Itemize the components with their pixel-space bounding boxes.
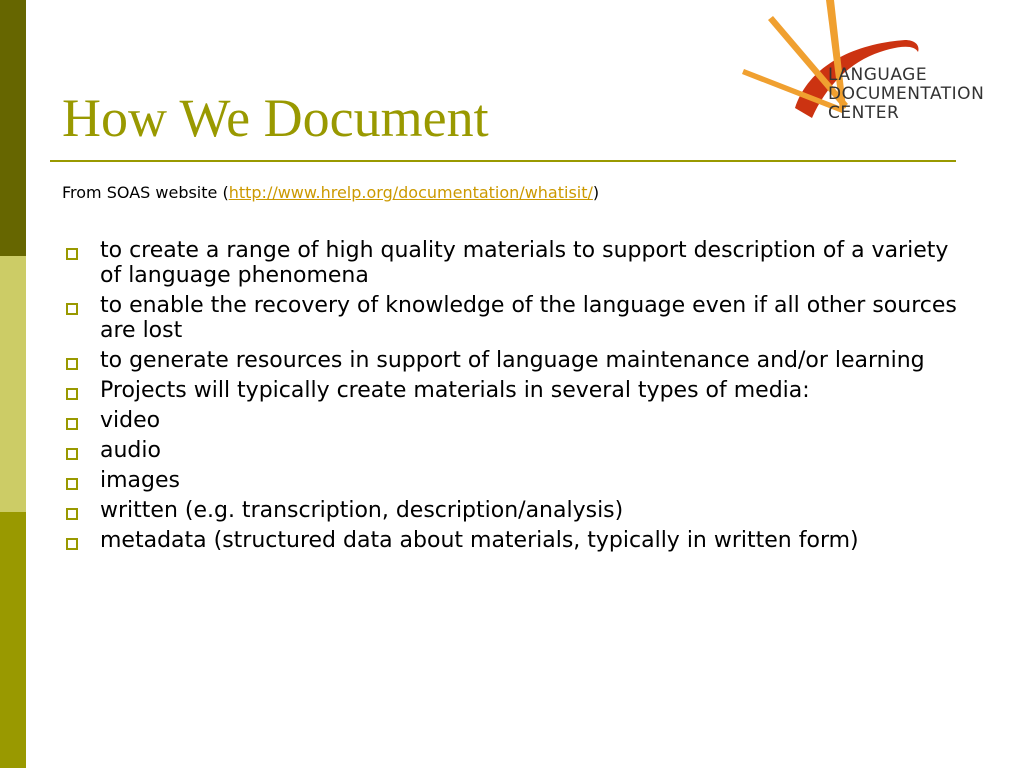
source-prefix: From SOAS website ( [62,183,229,202]
side-bar-middle [0,256,26,512]
source-line [62,182,599,204]
list-item [60,468,960,493]
list-item-text: video [100,408,161,433]
square-bullet-icon [66,303,78,315]
list-item [60,438,960,463]
side-bar-bottom [0,512,26,768]
list-item [60,408,960,433]
logo-line: CENTER [828,103,900,123]
source-link[interactable]: http://www.hrelp.org/documentation/whatisit/ [228,183,593,202]
square-bullet-icon [66,448,78,460]
list-item [60,378,960,403]
square-bullet-icon [66,248,78,260]
list-item [60,498,960,523]
list-item-text: images [100,468,180,493]
list-item-text: to generate resources in support of language maintenance and/or learning [100,348,925,373]
square-bullet-icon [66,388,78,400]
logo-line: LANGUAGE [828,65,928,85]
square-bullet-icon [66,478,78,490]
square-bullet-icon [66,508,78,520]
list-item [60,528,960,553]
source-suffix: ) [592,183,600,202]
logo-wordmark [828,66,984,123]
bullet-list [60,238,960,558]
list-item-text: audio [100,438,161,463]
square-bullet-icon [66,358,78,370]
list-item [60,238,960,288]
square-bullet-icon [66,418,78,430]
logo-line: DOCUMENTATION [828,84,985,104]
square-bullet-icon [66,538,78,550]
side-bar-top [0,0,26,256]
list-item [60,293,960,343]
slide-title: How We Document [62,88,489,148]
list-item-text: to create a range of high quality materials to support description of a variety of language phenomena [100,238,949,288]
list-item-text: metadata (structured data about materials, typically in written form) [100,528,859,553]
list-item-text: Projects will typically create materials in several types of media: [100,378,810,403]
list-item-text: to enable the recovery of knowledge of the language even if all other sources are lost [100,293,957,343]
title-divider [50,160,956,162]
list-item [60,348,960,373]
list-item-text: written (e.g. transcription, description/analysis) [100,498,624,523]
